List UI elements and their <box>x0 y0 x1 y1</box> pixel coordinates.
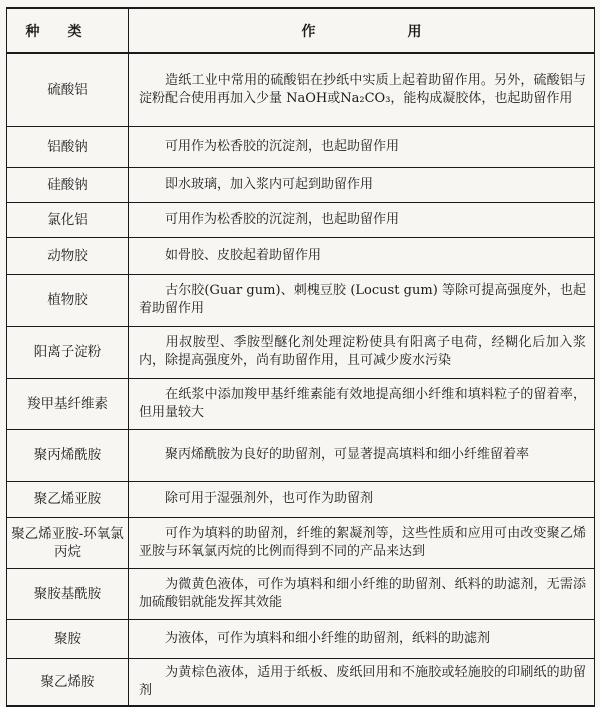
row-effect <box>129 658 595 706</box>
row-kind: 聚乙烯胺 <box>7 658 129 706</box>
row-kind: 聚胺 <box>7 619 129 658</box>
row-effect-text: 为微黄色液体，可作为填料和细小纤维的助留剂、纸料的助滤剂，无需添加硫酸铝就能发挥其效能 <box>139 576 586 610</box>
row-kind: 阳离子淀粉 <box>7 326 129 378</box>
table-header-row <box>7 8 595 53</box>
row-effect-text: 除可用于湿强剂外，也可作为助留剂 <box>165 491 374 506</box>
row-effect <box>129 568 595 619</box>
table-row <box>7 481 595 517</box>
table-row <box>7 429 595 481</box>
header-effect <box>129 8 595 53</box>
row-effect <box>129 167 595 202</box>
table-row <box>7 658 595 706</box>
row-kind: 聚丙烯酰胺 <box>7 429 129 481</box>
table-row <box>7 326 595 378</box>
row-effect-text: 聚丙烯酰胺为良好的助留剂，可显著提高填料和细小纤维留着率 <box>165 447 530 462</box>
row-effect <box>129 326 595 378</box>
row-effect <box>129 481 595 517</box>
row-effect <box>129 429 595 481</box>
row-kind: 植物胶 <box>7 274 129 326</box>
row-effect-text: 为液体，可作为填料和细小纤维的助留剂，纸料的助滤剂 <box>165 630 491 646</box>
row-kind: 聚乙烯亚胺 <box>7 481 129 517</box>
row-effect <box>129 126 595 167</box>
row-effect-text: 造纸工业中常用的硫酸铝在抄纸中实质上起着助留作用。另外，硫酸铝与淀粉配合使用再加入少量 NaOH或Na₂CO₃，能构成凝胶体，也起助留作用 <box>139 72 586 106</box>
table-row <box>7 126 595 167</box>
row-effect <box>129 53 595 126</box>
table-row <box>7 568 595 619</box>
row-kind: 铝酸钠 <box>7 126 129 167</box>
row-effect-text: 可作为填料的助留剂，纤维的絮凝剂等，这些性质和应用可由改变聚乙烯亚胺与环氧氯丙烷的比例而得到不同的产品来达到 <box>139 525 586 559</box>
header-effect-label: 作用 <box>301 23 514 40</box>
row-kind: 硅酸钠 <box>7 167 129 202</box>
row-kind: 聚胺基酰胺 <box>7 568 129 619</box>
row-effect-text: 在纸浆中添加羧甲基纤维素能有效地提高细小纤维和填料粒子的留着率，但用量较大 <box>139 386 586 420</box>
row-effect-text: 用叔胺型、季胺型醚化剂处理淀粉使具有阳离子电荷，经糊化后加入浆内，除提高强度外，尚有助留作用，且可减少废水污染 <box>139 335 586 368</box>
row-effect <box>129 237 595 274</box>
row-effect-text: 即水玻璃，加入浆内可起到助留作用 <box>165 176 374 192</box>
table-row <box>7 53 595 126</box>
row-effect-text: 为黄棕色液体，适用于纸板、废纸回用和不施胶或轻施胶的印刷纸的助留剂 <box>139 664 586 698</box>
row-effect <box>129 517 595 568</box>
row-kind: 羧甲基纤维素 <box>7 378 129 429</box>
row-effect-text: 古尔胶(Guar gum)、刺槐豆胶 (Locust gum) 等除可提高强度外，也起着助留作用 <box>139 283 586 316</box>
header-kind: 种类 <box>7 8 129 53</box>
row-kind: 氯化铝 <box>7 202 129 237</box>
table-row <box>7 517 595 568</box>
row-kind: 聚乙烯亚胺-环氧氯丙烷 <box>7 517 129 568</box>
row-effect <box>129 202 595 237</box>
row-effect-text: 可用作为松香胶的沉淀剂，也起助留作用 <box>165 211 400 227</box>
row-effect <box>129 619 595 658</box>
table-row <box>7 237 595 274</box>
row-effect <box>129 274 595 326</box>
row-kind: 硫酸铝 <box>7 53 129 126</box>
row-effect <box>129 378 595 429</box>
table-row <box>7 619 595 658</box>
row-effect-text: 可用作为松香胶的沉淀剂，也起助留作用 <box>165 138 400 154</box>
table-row <box>7 202 595 237</box>
row-kind: 动物胶 <box>7 237 129 274</box>
table-row <box>7 167 595 202</box>
table-row <box>7 378 595 429</box>
retention-agents-table <box>6 7 595 707</box>
row-effect-text: 如骨胶、皮胶起着助留作用 <box>165 247 322 263</box>
table-row <box>7 274 595 326</box>
